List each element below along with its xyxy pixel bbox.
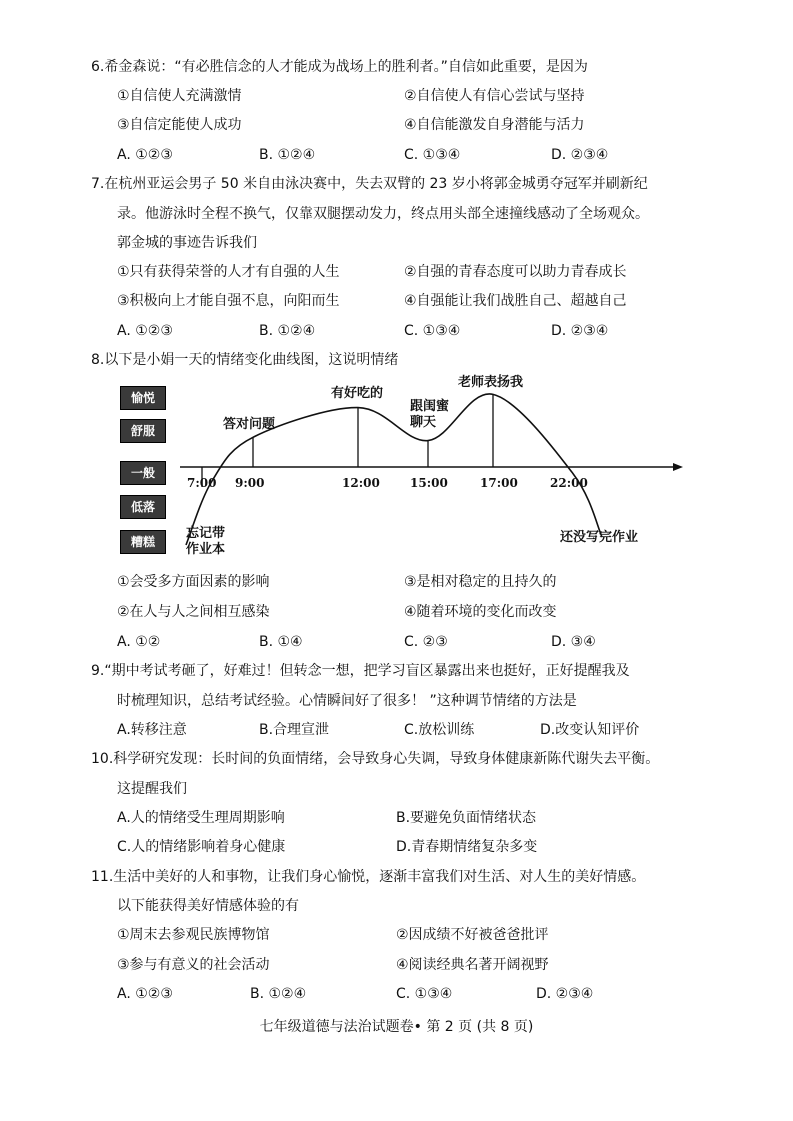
tick-label: 15:00: [410, 476, 448, 490]
q8-statement-4: ④随着环境的变化而改变: [404, 604, 557, 620]
q11-stem-line1: 11.生活中美好的人和事物，让我们身心愉悦，逐渐丰富我们对生活、对人生的美好情感。: [91, 869, 646, 885]
q9-stem-line2: 时梳理知识，总结考试经验。心情瞬间好了很多！ ”这种调节情绪的方法是: [117, 693, 577, 709]
mood-chart-plot: [0, 370, 793, 570]
level-label-4: 低落: [120, 495, 166, 519]
q7-stem-line2: 录。他游泳时全程不换气，仅靠双腿摆动发力，终点用头部全速撞线感动了全场观众。: [117, 206, 649, 222]
q7-option-a: A. ①②③: [117, 323, 173, 339]
q10-stem-line2: 这提醒我们: [117, 781, 187, 797]
tick-label: 22:00: [550, 476, 588, 490]
q11-stem-line2: 以下能获得美好情感体验的有: [117, 898, 299, 914]
q8-statement-1: ①会受多方面因素的影响: [117, 574, 270, 590]
q7-statement-3: ③积极向上才能自强不息，向阳而生: [117, 293, 340, 309]
q9-option-c: C.放松训练: [404, 722, 475, 738]
q6-option-a: A. ①②③: [117, 147, 173, 163]
q7-statement-4: ④自强能让我们战胜自己、超越自己: [404, 293, 627, 309]
q10-option-d: D.青春期情绪复杂多变: [396, 839, 538, 855]
annotation-line: 作业本: [186, 542, 226, 557]
q8-statement-2: ②在人与人之间相互感染: [117, 604, 270, 620]
annotation-label: 答对问题: [223, 417, 276, 432]
q11-statement-2: ②因成绩不好被爸爸批评: [396, 927, 549, 943]
q7-option-b: B. ①②④: [259, 323, 316, 339]
x-axis-arrow: [673, 463, 683, 471]
annotation-label: [410, 399, 449, 431]
q9-stem-line1: 9.“期中考试考砸了，好难过！但转念一想，把学习盲区暴露出来也挺好，正好提醒我及: [91, 663, 630, 679]
q7-stem-line3: 郭金城的事迹告诉我们: [117, 235, 257, 251]
q9-option-d: D.改变认知评价: [540, 722, 640, 738]
level-label-3: 一般: [120, 461, 166, 485]
q6-option-b: B. ①②④: [259, 147, 316, 163]
q10-stem-line1: 10.科学研究发现：长时间的负面情绪，会导致身心失调，导致身体健康新陈代谢失去平衡。: [91, 751, 660, 767]
tick-label: 9:00: [235, 476, 265, 490]
q8-option-d: D. ③④: [551, 634, 596, 650]
q11-option-c: C. ①③④: [396, 986, 453, 1002]
q6-statement-1: ①自信使人充满激情: [117, 88, 242, 104]
q7-statement-2: ②自强的青春态度可以助力青春成长: [404, 264, 627, 280]
q6-option-d: D. ②③④: [551, 147, 609, 163]
tick-label: 17:00: [480, 476, 518, 490]
annotation-label: 有好吃的: [331, 386, 384, 401]
q10-option-b: B.要避免负面情绪状态: [396, 810, 537, 826]
q7-option-c: C. ①③④: [404, 323, 461, 339]
q11-option-d: D. ②③④: [536, 986, 594, 1002]
annotation-label: [186, 526, 225, 558]
q10-option-a: A.人的情绪受生理周期影响: [117, 810, 285, 826]
q9-option-b: B.合理宣泄: [259, 722, 330, 738]
mood-chart: [0, 370, 793, 570]
level-label-2: 舒服: [120, 419, 166, 443]
q6-stem: 6.希金森说：“有必胜信念的人才能成为战场上的胜利者。”自信如此重要，是因为: [91, 59, 588, 75]
q8-option-a: A. ①②: [117, 634, 161, 650]
tick-label: 7:00: [187, 476, 217, 490]
q6-statement-4: ④自信能激发自身潜能与活力: [404, 117, 585, 133]
tick-label: 12:00: [342, 476, 380, 490]
q10-option-c: C.人的情绪影响着身心健康: [117, 839, 286, 855]
q7-stem-line1: 7.在杭州亚运会男子 50 米自由泳决赛中，失去双臂的 23 岁小将郭金城勇夺冠军并刷新纪: [91, 176, 648, 192]
q7-statement-1: ①只有获得荣誉的人才有自强的人生: [117, 264, 340, 280]
q7-option-d: D. ②③④: [551, 323, 609, 339]
q11-statement-1: ①周末去参观民族博物馆: [117, 927, 270, 943]
q6-statement-2: ②自信使人有信心尝试与坚持: [404, 88, 585, 104]
q6-option-c: C. ①③④: [404, 147, 461, 163]
annotation-line: 跟闺蜜: [410, 399, 450, 414]
annotation-label: 老师表扬我: [458, 375, 524, 390]
annotation-label: 还没写完作业: [560, 530, 639, 545]
annotation-line: 聊天: [410, 415, 437, 430]
q8-statement-3: ③是相对稳定的且持久的: [404, 574, 557, 590]
q9-option-a: A.转移注意: [117, 722, 187, 738]
annotation-line: 忘记带: [186, 526, 226, 541]
q8-option-b: B. ①④: [259, 634, 303, 650]
q8-option-c: C. ②③: [404, 634, 448, 650]
q6-statement-3: ③自信定能使人成功: [117, 117, 242, 133]
q11-statement-4: ④阅读经典名著开阔视野: [396, 957, 549, 973]
level-label-5: 糟糕: [120, 530, 166, 554]
page-footer: 七年级道德与法治试题卷• 第 2 页 (共 8 页): [259, 1019, 534, 1035]
q11-option-a: A. ①②③: [117, 986, 173, 1002]
q11-option-b: B. ①②④: [250, 986, 307, 1002]
q11-statement-3: ③参与有意义的社会活动: [117, 957, 270, 973]
q8-stem: 8.以下是小娟一天的情绪变化曲线图，这说明情绪: [91, 352, 399, 368]
level-label-1: 愉悦: [120, 386, 166, 410]
